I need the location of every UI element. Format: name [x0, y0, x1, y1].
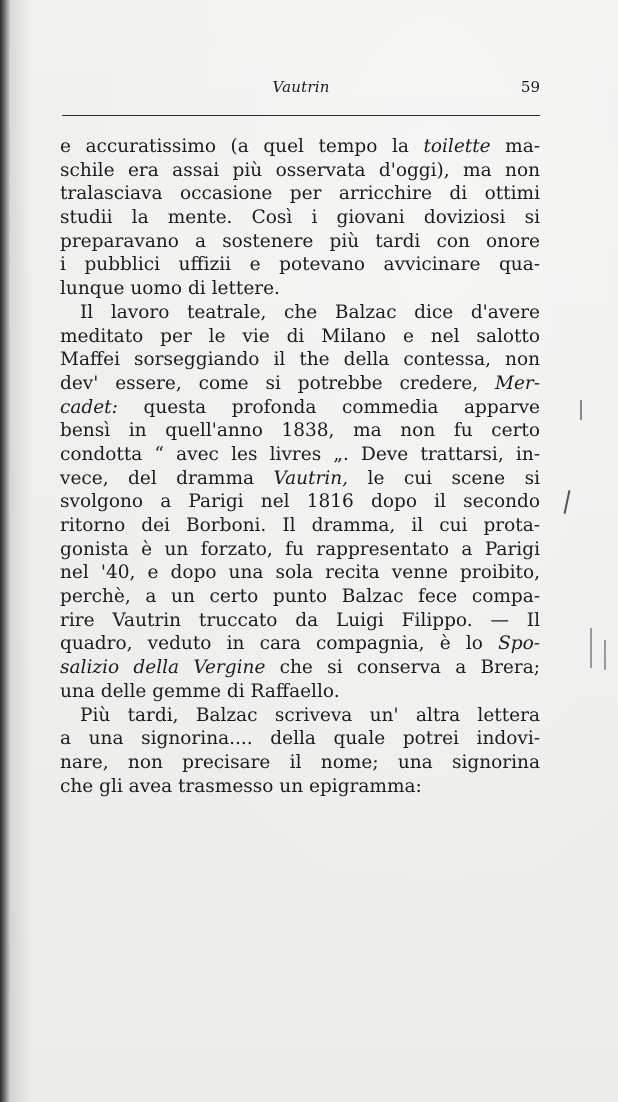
text-line: vece, del dramma Vautrin, le cui scene si: [60, 467, 540, 489]
running-title: Vautrin: [272, 78, 330, 96]
body-text: [60, 135, 540, 798]
text-line: nare, non precisare il nome; una signorina: [60, 751, 540, 773]
text-line: salizio della Vergine che si conserva a Brera;: [60, 657, 540, 679]
text-line: dev' essere, come si potrebbe credere, Mer-: [60, 372, 540, 394]
text-line: Maffei sorseggiando il the della contessa, non: [60, 349, 540, 371]
page-number: 59: [520, 78, 540, 96]
text-line: che gli avea trasmesso un epigramma:: [60, 775, 422, 797]
text-line: quadro, veduto in cara compagnia, è lo Spo-: [60, 633, 540, 655]
text-line: bensì in quell'anno 1838, ma non fu certo: [60, 420, 540, 442]
text-line: svolgono a Parigi nel 1816 dopo il secondo: [60, 491, 540, 513]
header-rule: [62, 115, 540, 116]
text-line: Il lavoro teatrale, che Balzac dice d'avere: [80, 301, 540, 323]
text-line: perchè, a un certo punto Balzac fece compa-: [60, 586, 540, 608]
text-line: ritorno dei Borboni. Il dramma, il cui prota-: [60, 515, 540, 536]
scan-mark: [580, 400, 582, 420]
text-line: i pubblici uffizii e potevano avvicinare qua-: [60, 254, 540, 276]
text-line: una delle gemme di Raffaello.: [60, 680, 340, 702]
text-line: meditato per le vie di Milano e nel salotto: [60, 325, 540, 347]
text-line: lunque uomo di lettere.: [60, 278, 280, 300]
page-gutter-shadow: [10, 0, 32, 1102]
text-line: schile era assai più osservata d'oggi), ma non: [60, 159, 540, 181]
text-line: gonista è un forzato, fu rappresentato a Parigi: [60, 538, 540, 560]
text-line: tralasciava occasione per arricchire di ottimi: [60, 183, 540, 205]
text-line: a una signorina.... della quale potrei indovi-: [60, 728, 540, 750]
text-line: condotta “ avec les livres „. Deve trattarsi, in-: [60, 443, 540, 465]
text-line: preparavano a sostenere più tardi con onore: [60, 230, 540, 252]
scan-mark: [564, 490, 571, 514]
page-header: [62, 78, 540, 100]
text-line: cadet: questa profonda commedia apparve: [60, 396, 540, 418]
text-line: nel '40, e dopo una sola recita venne proibito,: [60, 562, 540, 584]
text-line: rire Vautrin truccato da Luigi Filippo. — Il: [60, 609, 540, 631]
text-line: studii la mente. Così i giovani doviziosi si: [60, 207, 540, 229]
scan-mark: [590, 628, 592, 668]
page-spine-edge: [0, 0, 10, 1102]
text-line: e accuratissimo (a quel tempo la toilette ma-: [60, 136, 540, 157]
scan-mark: [604, 640, 606, 670]
text-line: Più tardi, Balzac scriveva un' altra lettera: [80, 704, 540, 726]
